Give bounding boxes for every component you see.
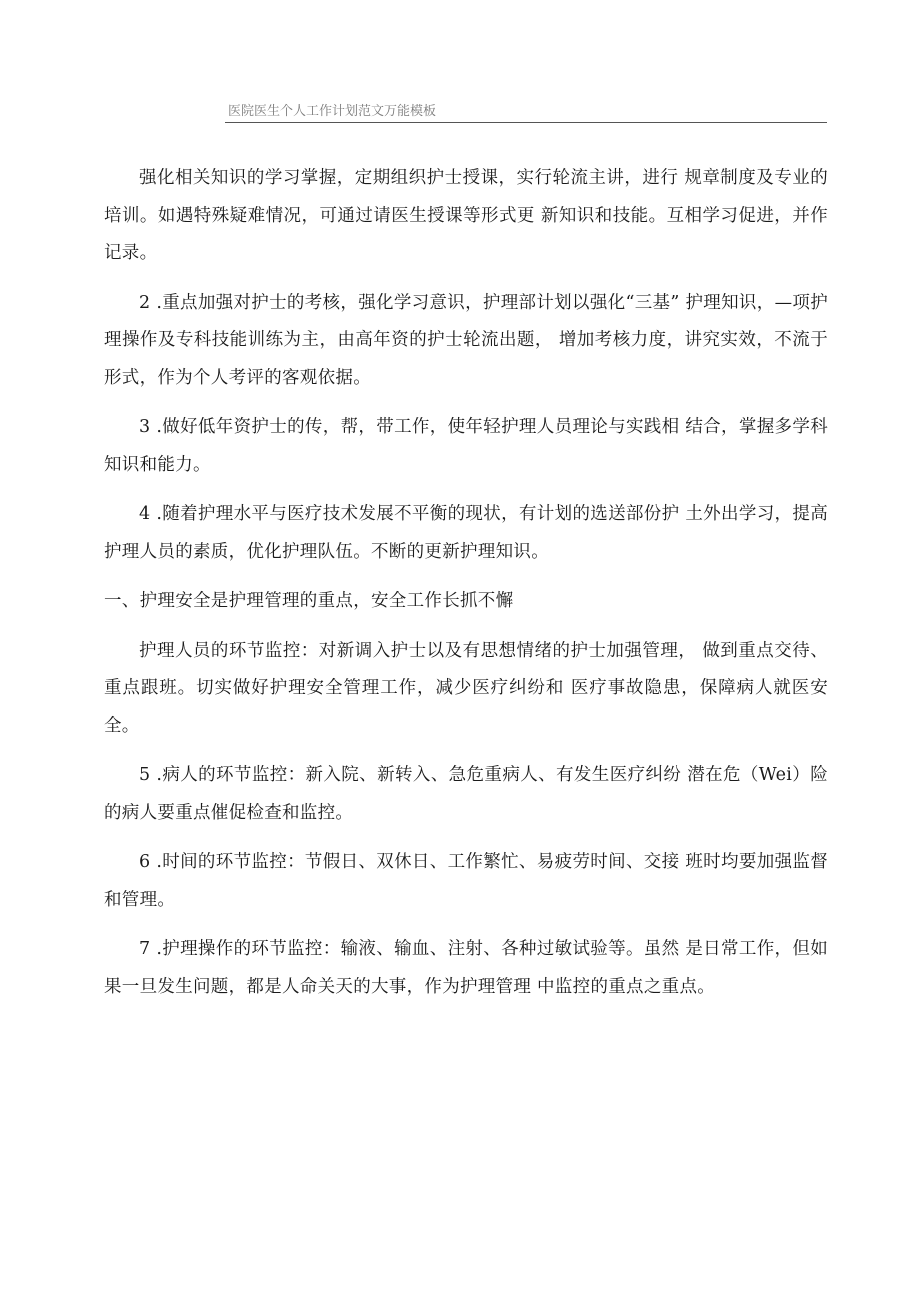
- document-body: [104, 160, 828, 1018]
- paragraph-staff-monitoring: 护理人员的环节监控：对新调入护士以及有思想情绪的护士加强管理， 做到重点交待、重点跟班。切实做好护理安全管理工作，减少医疗纠纷和 医疗事故隐患，保障病人就医安全。: [104, 640, 828, 736]
- paragraph-item-3: 3 .做好低年资护士的传，帮，带工作，使年轻护理人员理论与实践相 结合，掌握多学科知识和能力。: [104, 417, 828, 475]
- paragraph-item-4: 4 .随着护理水平与医疗技术发展不平衡的现状，有计划的选送部份护 土外出学习，提高护理人员的素质，优化护理队伍。不断的更新护理知识。: [104, 504, 828, 562]
- section-heading: 一、护理安全是护理管理的重点，安全工作长抓不懈: [104, 591, 514, 611]
- header-title: 医院医生个人工作计划范文万能模板: [228, 104, 437, 119]
- paragraph-item-6: 6 .时间的环节监控：节假日、双休日、工作繁忙、易疲劳时间、交接 班时均要加强监督和管理。: [104, 852, 828, 910]
- paragraph-training: 强化相关知识的学习掌握，定期组织护士授课，实行轮流主讲，进行 规章制度及专业的培训。如遇特殊疑难情况，可通过请医生授课等形式更 新知识和技能。互相学习促进，并作记录。: [104, 168, 828, 263]
- paragraph-item-2: 2 .重点加强对护士的考核，强化学习意识，护理部计划以强化“三基” 护理知识，—项护理操作及专科技能训练为主，由高年资的护士轮流出题， 增加考核力度，讲究实效，不流于形式，作为个人考评的客观依据。: [104, 292, 828, 388]
- paragraph-item-7: 7 .护理操作的环节监控：输液、输血、注射、各种过敏试验等。虽然 是日常工作，但如果一旦发生问题，都是人命关天的大事，作为护理管理 中监控的重点之重点。: [104, 939, 828, 997]
- page-header: [225, 104, 827, 123]
- paragraph-item-5: 5 .病人的环节监控：新入院、新转入、急危重病人、有发生医疗纠纷 潜在危（Wei）险的病人要重点催促检查和监控。: [104, 765, 828, 823]
